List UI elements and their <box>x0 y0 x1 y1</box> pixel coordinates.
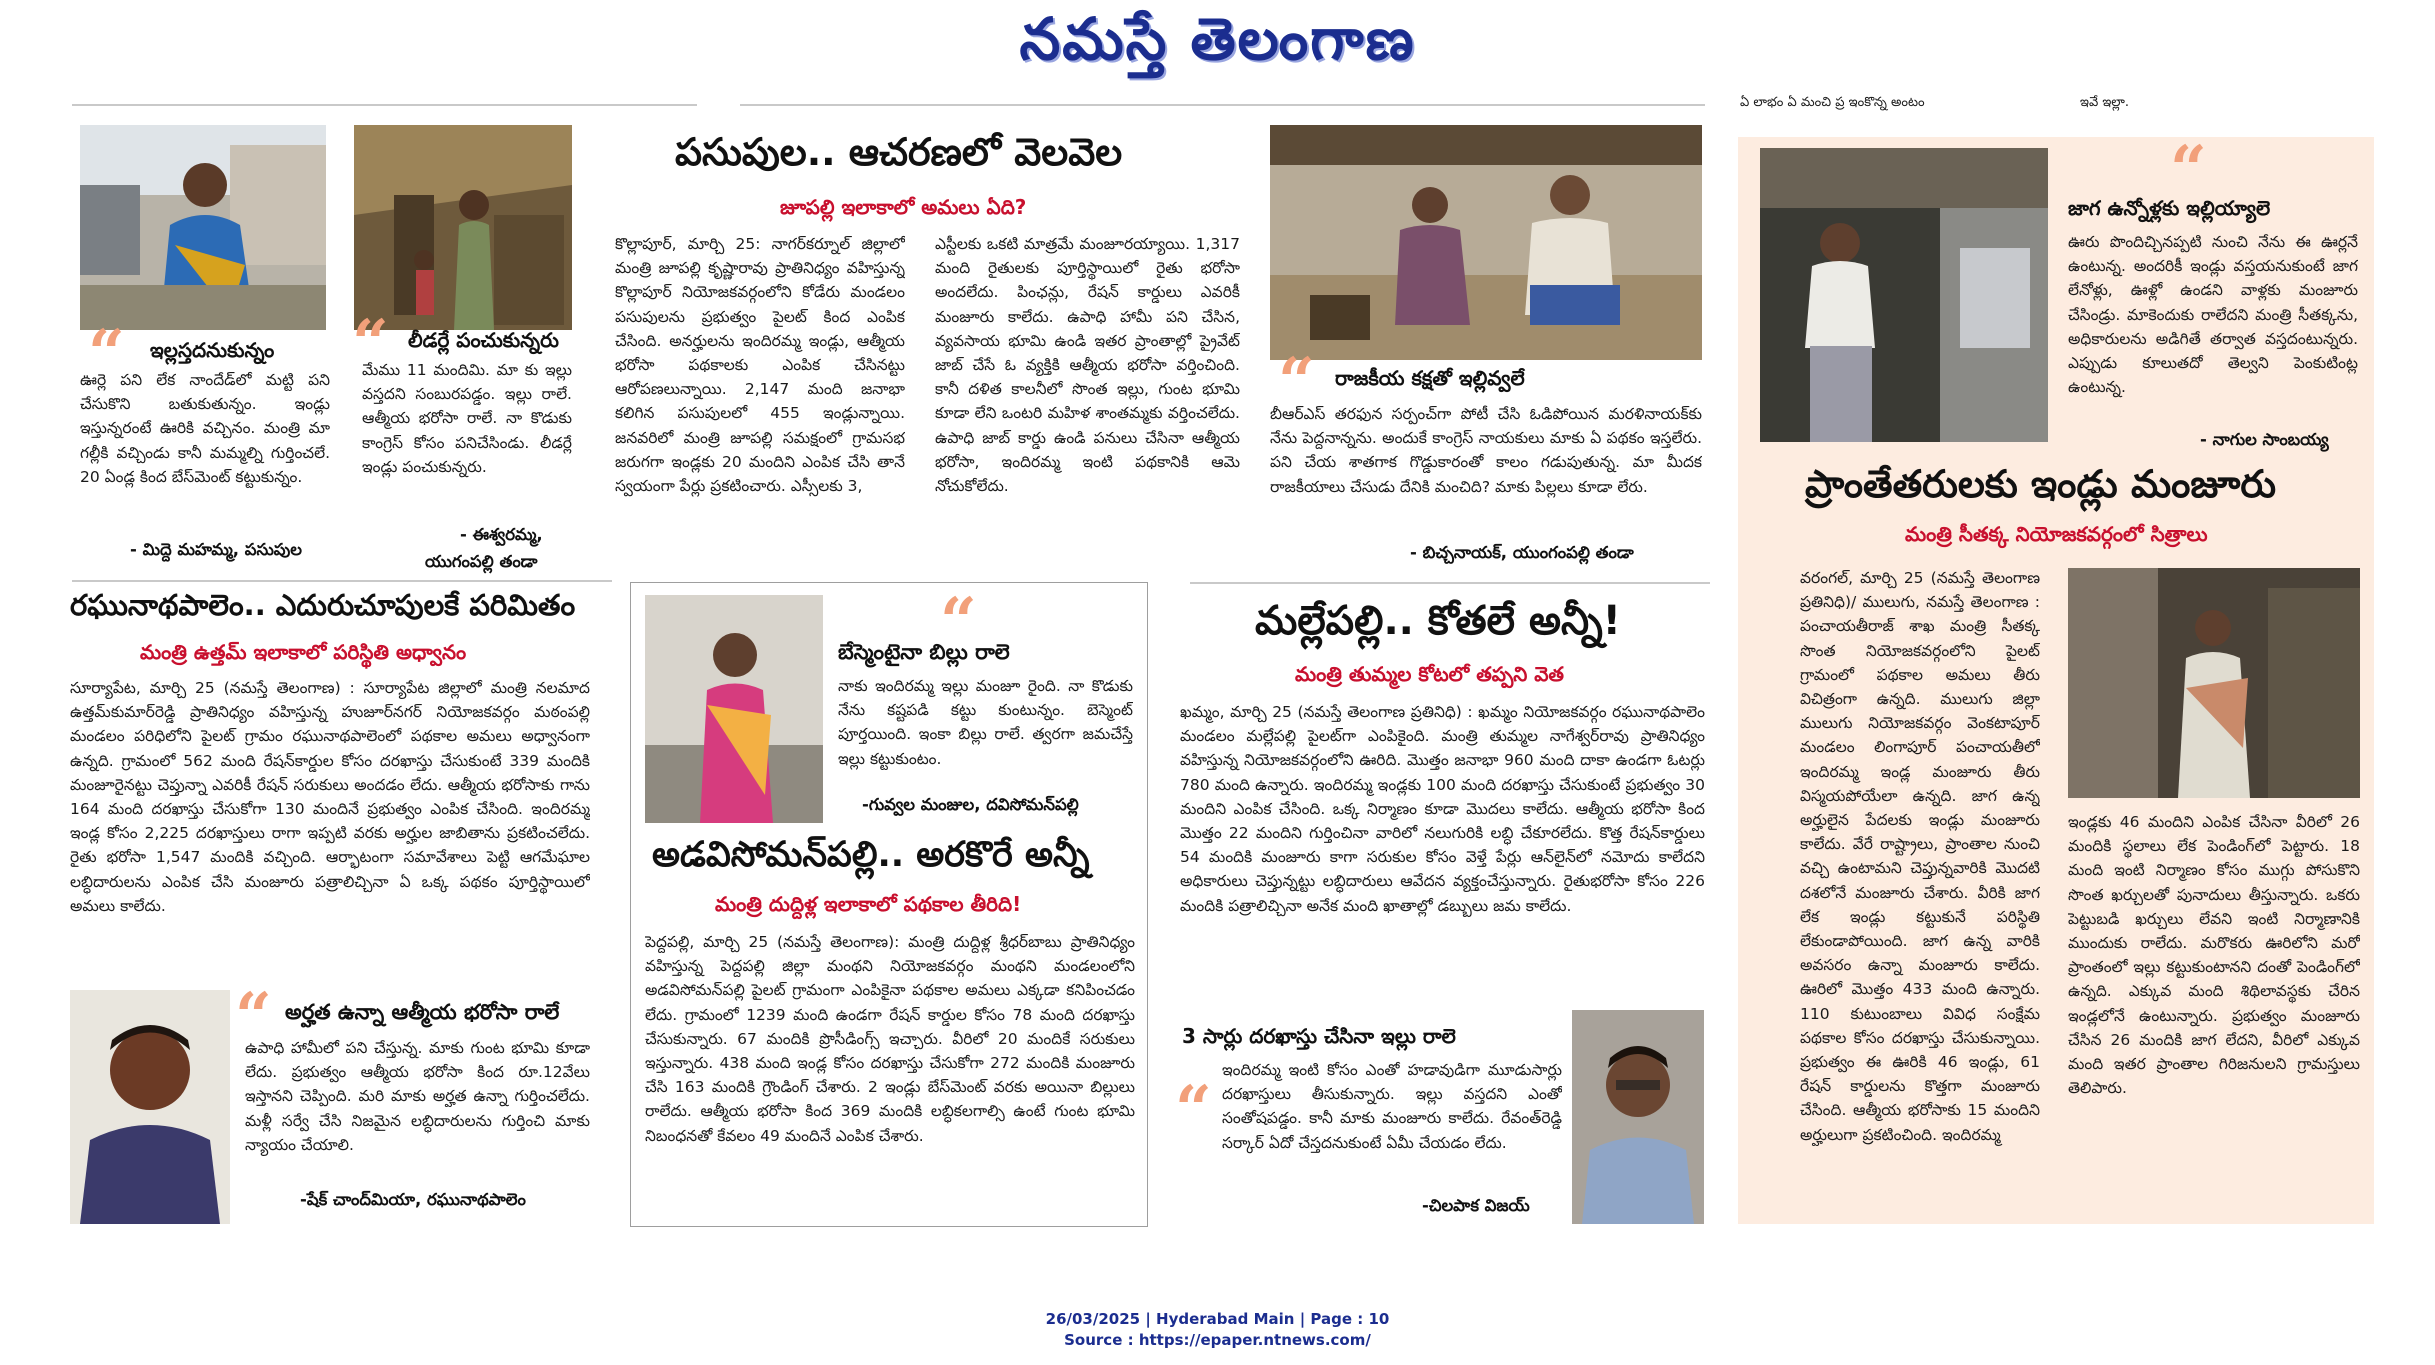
mallepalli-subhead: మంత్రి తుమ్మల కోటలో తప్పని వెత <box>1295 662 1564 686</box>
photo-elderly-couple <box>1270 125 1702 360</box>
photo-elderly-woman <box>2068 568 2360 798</box>
quote-5-title: అర్హత ఉన్నా ఆత్మీయ భరోసా రాలే <box>285 1000 560 1024</box>
prantetarulu-column-2: ఇండ్లకు 46 మందిని ఎంపిక చేసినా వీరిలో 26 మందికి స్థలాలు లేక పెండింగ్‌లో పెట్టారు. 18 మంది ఇంటి నిర్మాణం కోసం ముగ్గు పోసుకొని సొంత ఖర్చులతో పునాదులు తీస్తున్నారు. ఒకరు పెట్టుబడి ఖర్చులు లేవని ఇంటి నిర్మాణానికి ముందుకు రాలేదు. మరొకరు ఊరిలోని మరో ప్రాంతంలో ఇల్లు కట్టుకుంటానని దంతో పెండింగ్‌లో ఉన్నది. ఎక్కువ మంది శిథిలావస్థకు చేరిన ఇండ్లలోనే ఉంటున్నారు. ప్రభుత్వం మంజూరు చేసిన 26 మందికి జాగ లేదని, వీరిలో ఎక్కువ మంది ఇతర ప్రాంతాల గిరిజనులని గ్రామస్తులు తెలిపారు. <box>2068 813 2360 1098</box>
adavisomanpalli-headline: అడవిసోమన్‌పల్లి.. అరకొరే అన్నీ <box>652 835 1090 875</box>
quote-mark-6: “ <box>940 584 977 659</box>
photo-woman-pasupula <box>80 125 326 330</box>
quote-5-byline: -షేక్ చాంద్‌మియా, రఘునాథపాలెం <box>300 1190 526 1209</box>
top-strip-right: ఇవే ఇల్లా. <box>2080 95 2130 110</box>
quote-mark-3: “ <box>1278 344 1315 419</box>
quote-6-text: నాకు ఇందిరమ్మ ఇల్లు మంజూ రైంది. నా కొడుకు నేను కష్టపడి కట్టు కుంటున్నం. బెస్మెంట్ పూర్తయింది. ఇంకా బిల్లు రాలే. త్వరగా జమచేస్తే ఇల్లు కట్టుకుంటం. <box>838 677 1133 768</box>
raghunathapalem-body: సూర్యాపేట, మార్చి 25 (నమస్తే తెలంగాణ) : సూర్యాపేట జిల్లాలో మంత్రి నలమాద ఉత్తమ్‌కుమార్‌రెడ్డి ప్రాతినిధ్యం వహిస్తున్న హుజూర్‌నగర్ నియోజకవర్గం మఠంపల్లి మండలం పరిధిలోని పైలట్ గ్రామం రఘునాథపాలెంలో పథకాల అమలు అధ్వానంగా ఉన్నది. గ్రామంలో 562 మంది రేషన్‌కార్డుల కోసం దరఖాస్తు చేసుకుంటే 339 మందికి మంజూరైనట్టు చెప్తున్నా ఎవరికీ రేషన్ సరుకులు అందడం లేదు. ఆత్మీయ భరోసాకు గాను 164 మంది దరఖాస్తు చేసుకోగా 130 మందినే ప్రభుత్వం ఎంపిక చేసింది. ఇందిరమ్మ ఇండ్ల కోసం 2,225 దరఖాస్తులు రాగా ఇప్పటి వరకు అర్హుల జాబితాను ప్రకటించలేదు. రైతు భరోసా 1,547 మందికి వచ్చింది. ఆర్భాటంగా సమావేశాలు పెట్టి ఆగమేఘాల లబ్ధిదారులను ఎంపిక చేసి మంజూరు పత్రాలిచ్చినా ఏ ఒక్క పథకం పూర్తిస్థాయిలో అమలు కాలేదు. <box>70 679 590 915</box>
quote-4-title: జాగ ఉన్నోళ్లకు ఇల్లియ్యాలె <box>2068 196 2271 220</box>
footer-date-edition: 26/03/2025 | Hyderabad Main | Page : 10 <box>1045 1310 1390 1328</box>
adavisomanpalli-subhead: మంత్రి దుద్దిళ్ల ఇలాకాలో పథకాల తీరిది! <box>715 892 1022 916</box>
newspaper-masthead: నమస్తే తెలంగాణ <box>1019 5 1416 73</box>
quote-mark-2: “ <box>352 306 389 381</box>
mid-rule-right <box>1190 582 1710 584</box>
top-strip-left: ఏ లాభం ఏ మంచి ప్ర ఇంకొన్న అంటం <box>1740 95 1925 110</box>
quote-3-byline: - బిచ్చనాయక్, యుంగంపల్లి తండా <box>1410 543 1634 562</box>
quote-mark-5: “ <box>235 979 272 1054</box>
quote-1-title: ఇల్లస్తదనుకున్నం <box>150 338 275 362</box>
photo-woman-manjula <box>645 595 823 823</box>
photo-man-chand-miya <box>70 990 230 1224</box>
pasupula-headline: పసుపుల.. ఆచరణలో వెలవెల <box>675 130 1123 174</box>
top-rule-left <box>72 104 697 106</box>
quote-4-byline: - నాగుల సాంబయ్య <box>2200 430 2329 449</box>
top-rule-mid <box>740 104 1705 106</box>
pasupula-subhead: జూపల్లి ఇలాకాలో అమలు ఏది? <box>780 195 1027 219</box>
pasupula-column-1: కొల్లాపూర్, మార్చి 25: నాగర్‌కర్నూల్ జిల్లాలో మంత్రి జూపల్లి కృష్ణారావు ప్రాతినిధ్యం వహిస్తున్న కొల్లాపూర్ నియోజకవర్గంలోని కోడేరు మండలం పసుపులను ప్రభుత్వం పైలట్ కింద ఎంపిక చేసింది. అనర్హులను ఇందిరమ్మ ఇండ్లు, ఆత్మీయ భరోసా పథకాలకు ఎంపిక చేసినట్టు ఆరోపణలున్నాయి. 2,147 మంది జనాభా కలిగిన పసుపులలో 455 ఇండ్లున్నాయి. జనవరిలో మంత్రి జూపల్లి సమక్షంలో గ్రామసభ జరుగగా ఇండ్లకు 20 మందిని ఎంపిక చేసి తానే స్వయంగా పేర్లు ప్రకటించారు. ఎస్సీలకు 3, <box>615 235 905 496</box>
quote-3-title: రాజకీయ కక్షతో ఇల్లివ్వలే <box>1335 366 1525 390</box>
quote-6-byline: -గువ్వల మంజుల, దవిసోమన్‌పల్లి <box>862 795 1079 814</box>
mid-rule-left <box>72 580 612 582</box>
photo-elderly-man-door <box>1760 148 2048 442</box>
quote-2-text: మేము 11 మందిమి. మా కు ఇల్లు వస్తదని సంబురపడ్డం. ఇల్లు రాలే. ఆత్మీయ భరోసా రాలే. నా కొడుకు కాంగ్రెస్ కోసం పనిచేసిండు. లీడర్లే ఇండ్లు పంచుకున్నరు. <box>362 361 572 476</box>
quote-6-title: బేస్మెంటైనా బిల్లు రాలె <box>838 640 1010 664</box>
raghunathapalem-subhead: మంత్రి ఉత్తమ్ ఇలాకాలో పరిస్థితి అధ్వానం <box>140 640 467 664</box>
footer-source-link[interactable]: Source : https://epaper.ntnews.com/ <box>1064 1331 1371 1349</box>
quote-2-byline-place: యుగంపల్లి తండా <box>425 552 538 571</box>
quote-2-title: లీడర్లే పంచుకున్నరు <box>408 328 559 352</box>
mallepalli-body: ఖమ్మం, మార్చి 25 (నమస్తే తెలంగాణ ప్రతినిధి) : ఖమ్మం నియోజకవర్గం రఘునాథపాలెం మండలం మల్లేపల్లి పైలట్‌గా ఎంపికైంది. మంత్రి తుమ్మల నాగేశ్వర్‌రావు ప్రాతినిధ్యం వహిస్తున్న నియోజకవర్గంలోని ఊరిది. మొత్తం జనాభా 960 మంది దాకా ఉండగా ఓటర్లు 780 మంది ఉన్నారు. ఇందిరమ్మ ఇండ్లకు 100 మంది దరఖాస్తు చేసుకుంటే ప్రభుత్వం 30 మందిని ఎంపిక చేసింది. ఒక్క నిర్మాణం కూడా మొదలు కాలేదు. ఆత్మీయ భరోసా కింద మొత్తం 22 మందిని గుర్తించినా వారిలో నలుగురికి లబ్ధి చేకూరలేదు. కొత్త రేషన్‌కార్డులు 54 మందికి మంజూరు కాగా సరుకుల కోసం వెళ్తే పేర్లు ఆన్‌లైన్‌లో నమోదు కాలేదని అధికారులు చెప్తున్నట్టు లబ్ధిదారులు ఆవేదన వ్యక్తంచేస్తున్నారు. రైతుభరోసా కోసం 226 మందికి పత్రాలిచ్చినా అనేక మంది ఖాతాల్లో డబ్బులు జమ కాలేదు. <box>1180 703 1705 915</box>
quote-mark-4: “ <box>2170 132 2207 207</box>
prantetarulu-column-1: వరంగల్, మార్చి 25 (నమస్తే తెలంగాణ ప్రతినిధి)/ ములుగు, నమస్తే తెలంగాణ : పంచాయతీరాజ్ శాఖ మంత్రి సీతక్క సొంత నియోజకవర్గంలోని పైలట్ గ్రామంలో పథకాల అమలు తీరు విచిత్రంగా ఉన్నది. ములుగు జిల్లా ములుగు నియోజకవర్గం వెంకటాపూర్ మండలం లింగాపూర్ పంచాయతీలో ఇందిరమ్మ ఇండ్ల మంజూరు తీరు విస్మయపోయేలా ఉన్నది. జాగ ఉన్న అర్హులైన పేదలకు ఇండ్లు మంజూరు కాలేదు. వేరే రాష్ట్రాలు, ప్రాంతాల నుంచి వచ్చి ఉంటామని చెప్తున్నవారికి మొదటి దశలోనే మంజూరు చేశారు. వీరికి జాగ లేక ఇండ్లు కట్టుకునే పరిస్థితి లేకుండాపోయింది. జాగ ఉన్న వారికి అవసరం ఉన్నా మంజూరు కాలేదు. ఊరిలో మొత్తం 433 మంది ఉన్నారు. 110 కుటుంబాలు వివిధ సంక్షేమ పథకాల కోసం దరఖాస్తు చేసుకున్నాయి. ప్రభుత్వం ఈ ఊరికి 46 ఇండ్లు, 61 రేషన్ కార్డులను కొత్తగా మంజూరు చేసింది. ఆత్మీయ భరోసాకు 15 మందిని అర్హులుగా ప్రకటించింది. ఇందిరమ్మ <box>1800 569 2040 1144</box>
pasupula-column-2: ఎస్టీలకు ఒకటి మాత్రమే మంజూరయ్యాయి. 1,317 మంది రైతులకు పూర్తిస్థాయిలో రైతు భరోసా అందలేదు. పింఛన్లు, రేషన్ కార్డులు ఎవరికీ మంజూరు కాలేదు. ఉపాధి హామీ పని చేసిన, వ్యవసాయ భూమి ఉండి ఇతర ప్రాంతాల్లో ప్రైవేట్ జాబ్ చేసే ఓ వ్యక్తికి ఆత్మీయ భరోసా వర్తించింది. కానీ దళిత కాలనీలో సొంత ఇల్లు, గుంట భూమి కూడా లేని ఒంటరి మహిళ శాంతమ్మకు వర్తించలేదు. ఉపాధి జాబ్ కార్డు ఉండి పనులు చేసినా ఆత్మీయ భరోసా, ఇందిరమ్మ ఇంటి పథకానికి ఆమె నోచుకోలేదు. <box>935 235 1240 496</box>
quote-3-text: బీఆర్ఎస్ తరఫున సర్పంచ్‌గా పోటీ చేసి ఓడిపోయిన మరళినాయక్‌కు నేను పెద్దనాన్నను. అందుకే కాంగ్రెస్ నాయకులు మాకు ఏ పథకం ఇస్తలేరు. పని చేయ శాతగాక గొడ్డుకారంతో కాలం గడుపుతున్న. మా మీదక రాజకీయాలు చేసుడు దేనికి మంచిది? మాకు పిల్లలు కూడా లేరు. <box>1270 405 1702 496</box>
quote-1-byline: - మిద్దె మహమ్మ, పసుపుల <box>130 540 302 559</box>
photo-hut-woman <box>354 125 572 330</box>
quote-mark-7: “ <box>1175 1072 1212 1147</box>
raghunathapalem-headline: రఘునాథపాలెం.. ఎదురుచూపులకే పరిమితం <box>70 588 576 622</box>
quote-2-byline: - ఈశ్వరమ్మ, <box>460 525 543 544</box>
quote-1-text: ఊర్లె పని లేక నాందేడ్‌లో మట్టి పని చేసుకొని బతుకుతున్నం. ఇండ్లు ఇస్తున్నరంటే ఊరికి వచ్చినం. మంత్రి మా గల్లీకి వచ్చిండు కానీ మమ్మల్ని గుర్తించలే. 20 ఏండ్ల కింద బేస్‌మెంట్ కట్టుకున్నం. <box>80 371 330 486</box>
quote-7-title: 3 సార్లు దరఖాస్తు చేసినా ఇల్లు రాలె <box>1182 1024 1456 1048</box>
photo-man-vijay <box>1572 1010 1704 1224</box>
quote-5-text: ఉపాధి హామీలో పని చేస్తున్న. మాకు గుంట భూమి కూడా లేదు. ప్రభుత్వం ఆత్మీయ భరోసా కింద రూ.12వేలు ఇస్తానని చెప్పింది. మరి మాకు అర్హత ఉన్నా గుర్తించలేదు. మళ్లీ సర్వే చేసి నిజమైన లబ్ధిదారులను గుర్తించి మాకు న్యాయం చేయాలి. <box>245 1039 590 1154</box>
mallepalli-headline: మల్లేపల్లి.. కోతలే అన్నీ! <box>1255 598 1621 644</box>
quote-7-byline: -చిలపాక విజయ్ <box>1422 1196 1530 1215</box>
prantetarulu-subhead: మంత్రి సీతక్క నియోజకవర్గంలో సిత్రాలు <box>1905 522 2208 546</box>
quote-mark-1: “ <box>88 316 125 391</box>
quote-4-text: ఊరు పొందిచ్చినప్పటి నుంచి నేను ఈ ఊర్లనే ఉంటున్న. అందరికీ ఇండ్లు వస్తయనుకుంటే జాగ లేనోళ్లు, ఊళ్లో ఉండని వాళ్లకు మంజూరు చేసిండ్రు. మాకెందుకు రాలేదని మంత్రి సీతక్కను, అధికారులను అడిగితే తర్వాత వస్తదంటున్నరు. ఎప్పుడు కూలుతదో తెల్వని పెంకుటింట్ల ఉంటున్న. <box>2068 233 2358 397</box>
quote-7-text: ఇందిరమ్మ ఇంటి కోసం ఎంతో హడావుడిగా మూడుసార్లు దరఖాస్తులు తీసుకున్నారు. ఇల్లు వస్తదని ఎంతో సంతోషపడ్డం. కానీ మాకు మంజూరు కాలేదు. రేవంత్‌రెడ్డి సర్కార్ ఏదో చేస్తదనుకుంటే ఏమీ చేయడం లేదు. <box>1222 1061 1562 1152</box>
adavisomanpalli-body: పెద్దపల్లి, మార్చి 25 (నమస్తే తెలంగాణ): మంత్రి దుద్దిళ్ల శ్రీధర్‌బాబు ప్రాతినిధ్యం వహిస్తున్న పెద్దపల్లి జిల్లా మంథని నియోజకవర్గం మంథని మండలంలోని అడవిసోమన్‌పల్లి పైలట్ గ్రామంగా ఎంపికైనా పథకాల అమలు ఎక్కడా కనిపించడం లేదు. గ్రామంలో 1239 మంది ఉండగా రేషన్ కార్డుల కోసం 78 మంది దరఖాస్తు చేసుకున్నారు. 67 మందికి ప్రొసీడింగ్స్ ఇచ్చారు. వీరిలో 20 మందికే సరుకులు ఇస్తున్నారు. 438 మంది ఇండ్ల కోసం దరఖాస్తు చేసుకోగా 272 మందికి మంజూరు చేసి 163 మందికి గ్రౌండింగ్ చేశారు. 2 ఇండ్లు బేస్‌మెంట్ వరకు అయినా బిల్లులు రాలేదు. ఆత్మీయ భరోసా కింద 369 మందికి లబ్ధికలగాల్సి ఉంటే గుంట భూమి నిబంధనతో కేవలం 49 మందినే ఎంపిక చేశారు. <box>645 933 1135 1145</box>
prantetarulu-headline: ప్రాంతేతరులకు ఇండ్లు మంజూరు <box>1805 462 2277 506</box>
